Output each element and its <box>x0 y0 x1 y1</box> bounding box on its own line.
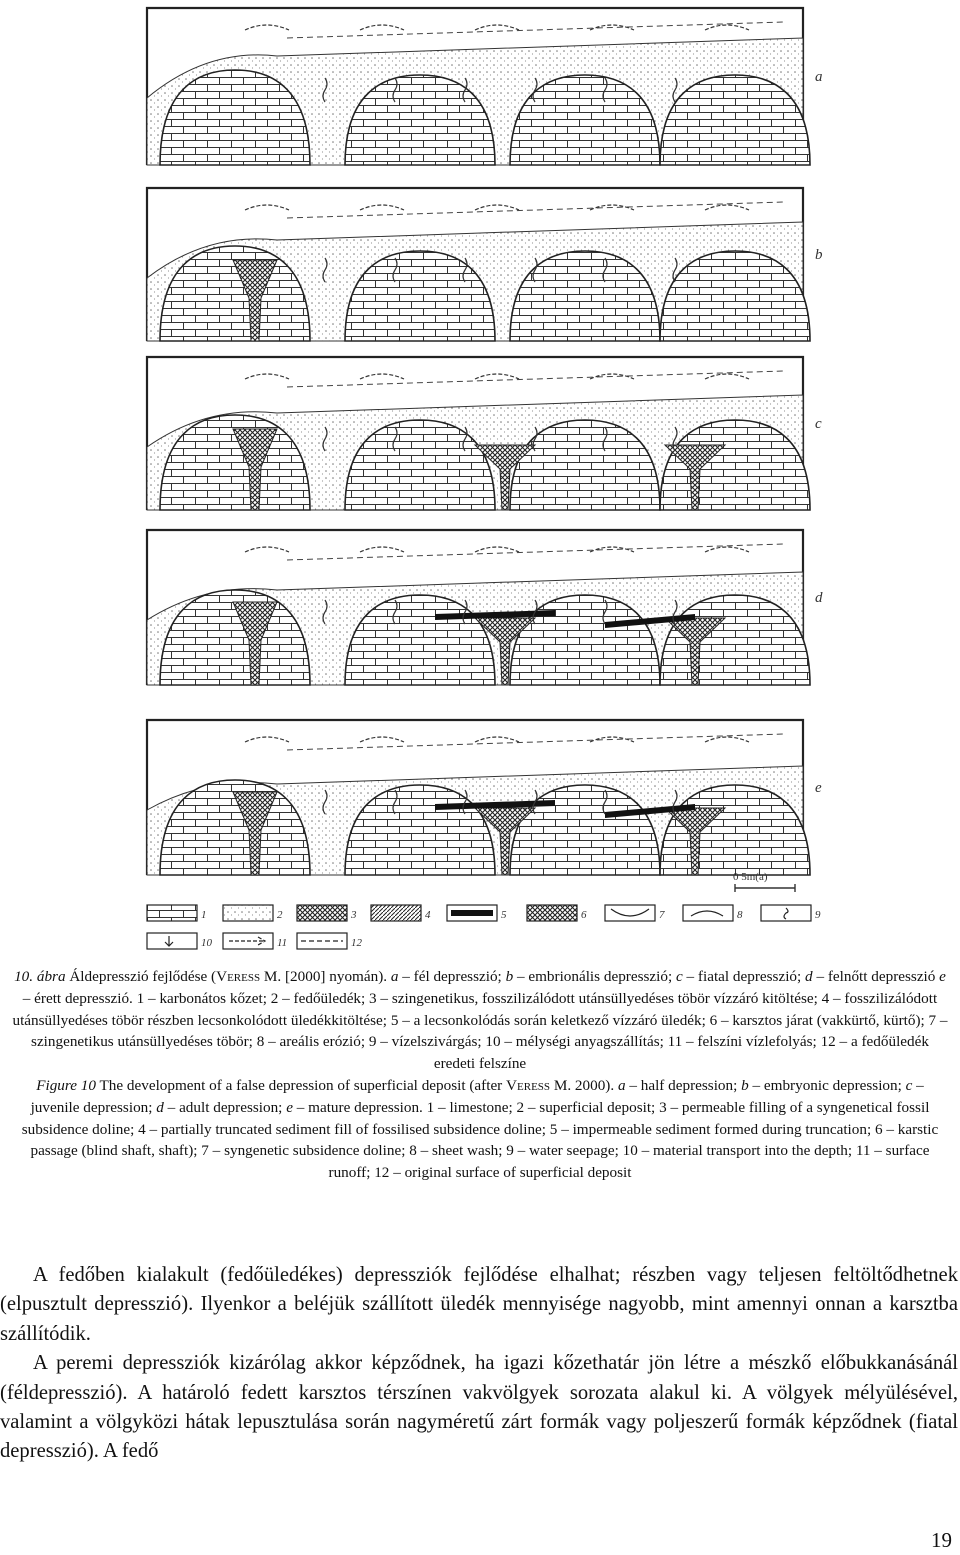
caption-hu-label: 10. ábra <box>14 968 66 985</box>
legend-item-4 <box>371 905 431 921</box>
surface-runoff-arrow <box>245 547 289 552</box>
caption-english <box>10 1075 950 1184</box>
caption-hu-stage-key: c <box>675 968 683 985</box>
legend-number: 6 <box>581 909 587 921</box>
caption-en-title-post: M. 2000). <box>550 1076 618 1094</box>
legend-item-11 <box>223 933 287 949</box>
surface-runoff-arrow <box>245 25 289 30</box>
legend-number: 4 <box>425 909 431 921</box>
caption-en-stage-key: c <box>905 1076 913 1094</box>
caption-en-stage-key: b <box>741 1076 749 1094</box>
surface-runoff-arrow <box>475 205 519 210</box>
caption-en-author: Veress <box>506 1076 551 1094</box>
body-paragraph: A fedőben kialakult (fedőüledékes) depressziók fejlődése elhalhat; részben vagy teljesen feltöltődhetnek (elpusztult depresszió). Ilyenkor a beléjük szállított üledék mennyisége nagyobb, mint amennyi onnan a karsztba szállítódik. <box>0 1264 958 1345</box>
stage-panel-c <box>147 357 822 510</box>
surface-runoff-arrow <box>705 25 749 30</box>
stage-label: d <box>815 590 823 606</box>
caption-hu-stage-text: – érett depresszió. <box>22 989 137 1007</box>
caption-hu-stage-text: – felnőtt depresszió <box>812 968 940 985</box>
legend-item-3 <box>297 905 357 921</box>
caption-en-stage-text: – mature depression. <box>292 1098 427 1116</box>
stage-label: a <box>815 68 823 85</box>
caption-en-stage-text: – embryonic depression; <box>748 1076 906 1094</box>
legend-number: 3 <box>351 909 357 921</box>
surface-runoff-arrow <box>705 737 749 742</box>
surface-runoff-arrow <box>360 547 404 552</box>
body-text <box>0 1261 958 1467</box>
caption-hu-stage-key: a <box>390 968 399 985</box>
legend-item-12 <box>297 933 363 949</box>
caption-hu-stage-text: – embrionális depresszió; <box>513 968 676 985</box>
surface-runoff-arrow <box>360 205 404 210</box>
caption-hu-legend: 1 – karbonátos kőzet; 2 – fedőüledék; 3 – szingenetikus, fosszilizálódott utánsüllyedéses töbör vízzáró kitöltése; 4 – fosszilizálódott utánsüllyedéses töbör részben lecsonkolódott üledékkitöltése; 5 – a lecsonkolódás során keletkező vízzáró üledék; 6 – karsztos járat (vakkürtő, kürtő); 7 – szingenetikus utánsüllyedéses töbör; 8 – areális erózió; 9 – vízelszivárgás; 10 – mélységi anyagszállítás; 11 – felszíni vízlefolyás; 12 – a fedőüledék eredeti felszíne <box>12 989 948 1073</box>
stage-label: c <box>815 416 822 433</box>
figure-legend <box>147 905 821 949</box>
surface-runoff-arrow <box>360 25 404 30</box>
legend-number: 12 <box>351 937 362 949</box>
surface-runoff-arrow <box>705 374 749 379</box>
caption-en-label: Figure 10 <box>36 1076 96 1094</box>
surface-runoff-arrow <box>475 737 519 742</box>
surface-runoff-arrow <box>245 205 289 210</box>
caption-hu-stage-key: d <box>805 968 813 985</box>
surface-runoff-arrow <box>360 737 404 742</box>
caption-hu-stage-text: – fiatal depresszió; <box>682 968 806 985</box>
legend-item-2 <box>223 905 283 921</box>
legend-number: 11 <box>277 937 288 949</box>
figure-caption <box>10 966 950 1184</box>
legend-item-10 <box>147 933 213 949</box>
caption-hu-stage-key: b <box>505 968 514 985</box>
legend-number: 8 <box>737 909 743 921</box>
legend-number: 9 <box>815 909 821 921</box>
caption-en-stage-text: – half depression; <box>625 1076 742 1094</box>
stage-panel-e <box>147 720 822 875</box>
stage-panel-b <box>147 188 823 341</box>
surface-runoff-arrow <box>705 205 749 210</box>
surface-runoff-arrow <box>705 547 749 552</box>
caption-hu-title-pre: Áldepresszió fejlődése ( <box>69 968 217 985</box>
caption-hu-title-post: M. [2000] nyomán). <box>260 968 391 985</box>
legend-number: 5 <box>501 909 507 921</box>
caption-en-stage-key: e <box>286 1098 293 1116</box>
legend-item-6 <box>527 905 587 921</box>
surface-runoff-arrow <box>245 374 289 379</box>
legend-item-1 <box>147 905 207 921</box>
legend-item-7 <box>605 905 665 921</box>
surface-runoff-arrow <box>245 737 289 742</box>
surface-runoff-arrow <box>475 547 519 552</box>
caption-en-legend: 1 – limestone; 2 – superficial deposit; 3 – permeable filling of a syngenetical fossil subsidence doline; 4 – partially truncated sediment fill of fossilised subsidence doline; 5 – impermeable sediment formed during truncation; 6 – karstic passage (blind shaft, shaft); 7 – syngenetic subsidence doline; 8 – sheet wash; 9 – water seepage; 10 – material transport into the depth; 11 – surface runoff; 12 – original surface of superficial deposit <box>21 1098 939 1182</box>
stage-panel-a <box>147 8 823 165</box>
stage-panel-d <box>147 530 823 685</box>
surface-runoff-arrow <box>360 374 404 379</box>
body-paragraph: A peremi depressziók kizárólag akkor képződnek, ha igazi kőzethatár jön létre a mészkő előbukkanásánál (féldepresszió). A határoló fedett karsztos térszínen vakvölgyek sorozata alakul ki. A völgyek mélyülésével, valamint a völgyközi hátak lepusztulása során nagyméretű zárt formák vagy poljeszerű formák képződnek (fiatal depresszió). A fedő <box>0 1352 958 1463</box>
caption-en-title-pre: The development of a false depression of superficial deposit (after <box>95 1076 507 1094</box>
caption-hungarian <box>10 966 950 1075</box>
legend-number: 2 <box>277 909 283 921</box>
caption-hu-stage-text: – fél depresszió; <box>398 968 506 985</box>
legend-item-9 <box>761 905 821 921</box>
legend-number: 10 <box>201 937 212 949</box>
figure-stages <box>147 8 823 892</box>
stage-label: e <box>815 780 822 796</box>
caption-hu-stage-key: e <box>939 968 946 985</box>
legend-item-8 <box>683 905 743 921</box>
caption-en-stage-key: d <box>156 1098 164 1116</box>
surface-runoff-arrow <box>475 374 519 379</box>
caption-hu-author: Veress <box>216 968 261 985</box>
legend-number: 1 <box>201 909 207 921</box>
stage-label: b <box>815 247 823 264</box>
legend-number: 7 <box>659 909 665 921</box>
caption-en-stage-key: a <box>617 1076 626 1094</box>
caption-en-stage-text: – juvenile depression; <box>30 1076 924 1116</box>
page-number: 19 <box>931 1528 952 1552</box>
surface-runoff-arrow <box>475 25 519 30</box>
figure-karst-depression-diagram <box>135 0 835 955</box>
caption-en-stage-text: – adult depression; <box>163 1098 287 1116</box>
legend-item-5 <box>447 905 507 921</box>
scale-label: 0 5m(a) <box>733 871 768 883</box>
